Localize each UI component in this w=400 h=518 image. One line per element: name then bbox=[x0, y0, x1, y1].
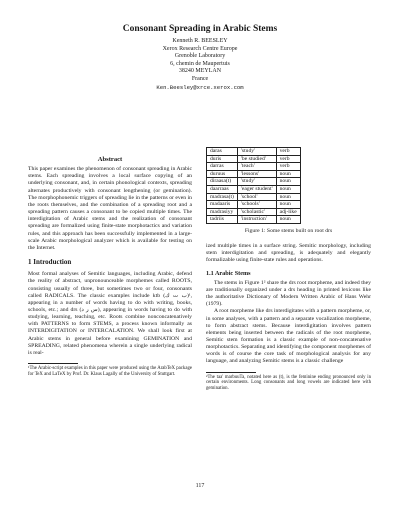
figure-1-cell-category: noun bbox=[276, 170, 300, 178]
figure-1-cell-gloss: 'teach' bbox=[237, 163, 276, 171]
figure-1-row bbox=[207, 201, 301, 209]
figure-1-row bbox=[207, 178, 301, 186]
figure-1-cell-category: verb bbox=[276, 163, 300, 171]
author-city: 38240 MEYLAN bbox=[178, 68, 222, 75]
figure-1-cell-stem: madrasiyy bbox=[207, 208, 238, 216]
footnote-1: ¹The Arabic-script examples in this paper were produced using the ArabTeX package for TeX and LaTeX by Prof. Dr. Klaus Lagally of the University of Stuttgart. bbox=[28, 366, 192, 377]
figure-1-cell-stem: duruus bbox=[207, 170, 238, 178]
figure-1-cell-gloss: 'lessons' bbox=[237, 170, 276, 178]
paragraph-continued: ized multiple times in a surface string. Semitic morphology, including stem interdigitation and spreading, is adequately and elegantly formalizable using finite-state rules and operations. bbox=[206, 243, 371, 264]
figure-1-caption: Figure 1: Some stems built on root drs bbox=[244, 227, 333, 234]
author-street: 6, chemin de Maupertuis bbox=[170, 60, 230, 67]
author-name: Kenneth R. BEESLEY bbox=[172, 38, 228, 44]
figure-1-cell-category: verb bbox=[276, 148, 300, 156]
figure-1-cell-stem: daras bbox=[207, 148, 238, 156]
figure-1-cell-stem: tadriis bbox=[207, 216, 238, 224]
left-column bbox=[28, 156, 192, 378]
paragraph-root-morpheme: A root morpheme like drs interdigitates with a pattern morpheme, or, in some analyses, with a pattern and a separate vocalization morpheme, to form abstract stems. Because interdigitation involves pattern elements being inserted between the radicals of the root morpheme, Semitic stem formation is a classic example of non-concatenative morphotactics. Separating and identifying the component morphemes of words is of course the core task of morphological analysis for any language, and analyzing Semitic stems is a classic challenge bbox=[206, 308, 371, 365]
figure-1-row bbox=[207, 170, 301, 178]
figure-1-cell-gloss: 'study' bbox=[237, 148, 276, 156]
figure-1-cell-gloss: 'be studied' bbox=[237, 155, 276, 163]
figure-1-cell-category: adj-like bbox=[276, 208, 300, 216]
figure-1-cell-gloss: 'scholastic' bbox=[237, 208, 276, 216]
right-column bbox=[206, 147, 371, 392]
figure-1-cell-stem: diraasa(t) bbox=[207, 178, 238, 186]
figure-1-cell-category: noun bbox=[276, 185, 300, 193]
paper-title: Consonant Spreading in Arabic Stems bbox=[122, 24, 278, 34]
figure-1-cell-category: noun bbox=[276, 216, 300, 224]
figure-1-table bbox=[206, 147, 301, 224]
figure-1-row bbox=[207, 185, 301, 193]
figure-1-cell-stem: madrasa(t) bbox=[207, 193, 238, 201]
abstract-heading: Abstract bbox=[97, 156, 123, 163]
figure-1-cell-gloss: 'eager student' bbox=[237, 185, 276, 193]
figure-1-cell-category: noun bbox=[276, 178, 300, 186]
figure-1-cell-stem: daarraas bbox=[207, 185, 238, 193]
author-org: Xerox Research Centre Europe bbox=[162, 45, 238, 52]
footnote-rule bbox=[28, 363, 78, 364]
footnote-rule-right bbox=[206, 372, 256, 373]
figure-1-row bbox=[207, 148, 301, 156]
intro-paragraph: Most formal analyses of Semitic languages, including Arabic, defend the reality of abstract, unpronounceable morphemes called ROOTS, consisting usually of three, but sometimes two or four, consonants called RADICALS. The classic examples include ktb (ب ت ك)¹, appearing in a number of words having to do with writing, books, schools, etc.; and drs (س ر د), appearing in words having to do with studying, learning, teaching, etc. Roots combine nonconcatenatively with PATTERNS to form STEMS, a process known informally as INTERDIGITATION or INTERCALATION. We shall look first at Arabic stems in general before examining GEMINATION and SPREADING, related phenomena wherein a single underlying radical is real- bbox=[28, 271, 192, 356]
figure-1-row bbox=[207, 216, 301, 224]
author-country: France bbox=[191, 75, 209, 82]
subsection-heading-arabic-stems: 1.1 Arabic Stems bbox=[206, 269, 251, 277]
figure-1-row bbox=[207, 193, 301, 201]
figure-1-cell-category: noun bbox=[276, 193, 300, 201]
paragraph-stems: The stems in Figure 1² share the drs root morpheme, and indeed they are traditionally organized under a drs heading in printed lexicons like the authoritative Dictionary of Modern Written Arabic of Hans Wehr (1979). bbox=[206, 279, 371, 308]
figure-1-row bbox=[207, 208, 301, 216]
figure-1-cell-category: verb bbox=[276, 155, 300, 163]
figure-1-row bbox=[207, 155, 301, 163]
figure-1-cell-stem: darras bbox=[207, 163, 238, 171]
abstract-text: This paper examines the phenomenon of consonant spreading in Arabic stems. Each spreading involves a local surface copying of an underlying consonant, and, in certain phonological contexts, spreading alternates productively with consonant lengthening (or gemination). The morphophonemic triggers of spreading lie in the patterns or even in the roots themselves, and the combination of a spreading root and a spreading pattern causes a consonant to be copied multiple times. The interdigitation of Arabic stems and the realization of consonant spreading are formalized using finite-state morphotactics and variation rules, and this approach has been successfully implemented in a large-scale Arabic morphological analyzer which is available for testing on the Internet. bbox=[28, 166, 192, 251]
figure-1-cell-gloss: 'school' bbox=[237, 193, 276, 201]
footnote-2: ²The taa' marbuuTa, notated here as (t), is the feminine ending pronounced only in certain environments. Long consonants and long vowels are indicated here with gemination. bbox=[206, 374, 371, 392]
figure-1-cell-gloss: 'study' bbox=[237, 178, 276, 186]
figure-1-cell-stem: madaaris bbox=[207, 201, 238, 209]
figure-1-cell-gloss: 'schools' bbox=[237, 201, 276, 209]
page-number: 117 bbox=[195, 483, 205, 489]
author-block bbox=[0, 38, 400, 91]
author-lab: Grenoble Laboratory bbox=[174, 53, 226, 60]
figure-1-row bbox=[207, 163, 301, 171]
figure-1-cell-gloss: 'instruction' bbox=[237, 216, 276, 224]
figure-1-cell-stem: duris bbox=[207, 155, 238, 163]
section-heading-introduction: 1 Introduction bbox=[28, 258, 72, 267]
author-email: Ken.Beesley@xrce.xerox.com bbox=[156, 83, 244, 91]
figure-1-cell-category: noun bbox=[276, 201, 300, 209]
